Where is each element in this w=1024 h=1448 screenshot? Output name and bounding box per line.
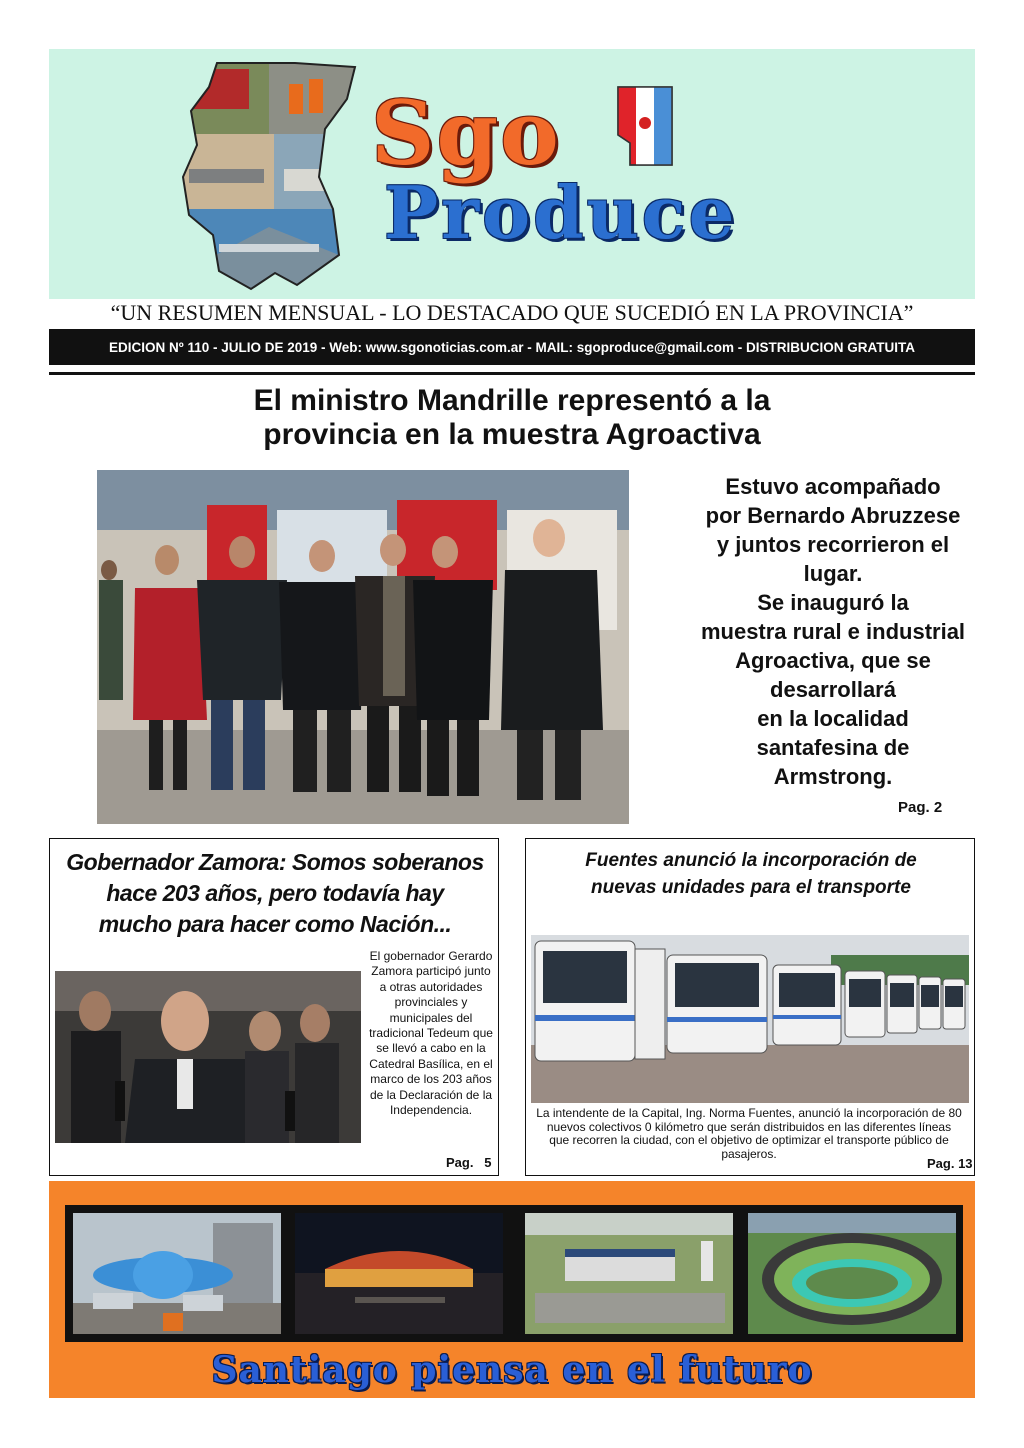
main-story-summary: [668, 472, 998, 791]
story-title-line: hace 203 años, pero todavía hay: [106, 880, 444, 906]
summary-line: y juntos recorrieron el: [716, 532, 950, 557]
story-title-line: nuevas unidades para el transporte: [591, 877, 911, 898]
summary-line: Estuvo acompañado: [725, 474, 941, 499]
summary-line: por Bernardo Abruzzese: [705, 503, 961, 528]
story-body: [534, 1107, 964, 1161]
province-map-collage-image: [179, 59, 359, 291]
footer-slogan: Santiago piensa en el futuro: [211, 1349, 813, 1391]
footer-photo-racetrack: [748, 1213, 956, 1334]
logo-text-sgo: Sgo: [371, 81, 561, 185]
main-headline: [180, 384, 844, 452]
main-story-page-ref: Pag. 2: [898, 799, 943, 816]
summary-line: Se inauguró la: [757, 590, 909, 615]
summary-line: desarrollará: [770, 677, 896, 702]
summary-line: Agroactiva, que se: [735, 648, 931, 673]
story-body-line: pasajeros.: [721, 1146, 777, 1161]
story-title-line: Gobernador Zamora: Somos soberanos: [66, 849, 484, 875]
story-body-line: El gobernador Gerardo: [369, 949, 493, 963]
main-headline-line: provincia en la muestra Agroactiva: [263, 418, 761, 451]
summary-line: en la localidad: [757, 706, 909, 731]
story-photo-zamora: [55, 971, 361, 1143]
story-body-line: municipales del: [389, 1010, 473, 1025]
footer-photo-strip: [65, 1205, 963, 1342]
story-title-line: mucho para hacer como Nación...: [98, 911, 452, 937]
story-body: [366, 949, 496, 1118]
story-title: [536, 847, 966, 901]
story-body-line: Catedral Basílica, en el: [369, 1056, 493, 1071]
edition-info-bar: [49, 329, 975, 365]
story-title-line: Fuentes anunció la incorporación de: [585, 850, 917, 871]
tagline: “UN RESUMEN MENSUAL - LO DESTACADO QUE SUCEDIÓ EN LA PROVINCIA”: [110, 300, 914, 325]
story-page-ref: Pag. 5: [446, 1155, 492, 1170]
story-page-ref: Pag. 13: [927, 1156, 973, 1171]
masthead: [49, 49, 975, 299]
story-body-line: Independencia.: [389, 1103, 473, 1118]
province-flag-icon: [616, 85, 674, 167]
main-story-photo: [97, 470, 629, 824]
story-box-transporte: [525, 838, 975, 1176]
story-body-line: de la Declaración de la: [369, 1087, 493, 1102]
summary-line: santafesina de: [756, 735, 910, 760]
summary-line: Armstrong.: [773, 764, 893, 789]
footer-photo-stadium-night: [295, 1213, 503, 1334]
main-headline-line: El ministro Mandrille representó a la: [253, 384, 771, 417]
footer-photo-airplane: [73, 1213, 281, 1334]
story-body-line: nuevos colectivos 0 kilómetro que serán distribuidos en las diferentes líneas: [546, 1119, 952, 1134]
footer-banner: [49, 1181, 975, 1398]
story-photo-buses: [531, 935, 969, 1103]
summary-line: lugar.: [803, 561, 863, 586]
footer-photo-airport: [525, 1213, 733, 1334]
story-body-line: Zamora participó junto: [371, 964, 491, 979]
edition-info-text: EDICION Nº 110 - JULIO DE 2019 - Web: www.sgonoticias.com.ar - MAIL: sgoproduce@gmail.com - DISTRIBUCION GRATUITA: [109, 339, 915, 355]
story-body-line: a otras autoridades: [379, 979, 483, 994]
story-title: [60, 847, 490, 940]
story-body-line: tradicional Tedeum que: [369, 1026, 493, 1041]
logo-text-produce: Produce: [384, 170, 738, 255]
story-body-line: La intendente de la Capital, Ing. Norma Fuentes, anunció la incorporación de 80: [536, 1106, 962, 1120]
story-body-line: que recorren la ciudad, con el objetivo de optimizar el transporte público de: [549, 1133, 949, 1148]
story-box-zamora: [49, 838, 499, 1176]
divider: [49, 372, 975, 375]
summary-line: muestra rural e industrial: [700, 619, 966, 644]
story-body-line: provinciales y: [394, 995, 468, 1010]
story-body-line: marco de los 203 años: [370, 1072, 492, 1087]
story-body-line: se llevó a cabo en la: [376, 1041, 486, 1056]
